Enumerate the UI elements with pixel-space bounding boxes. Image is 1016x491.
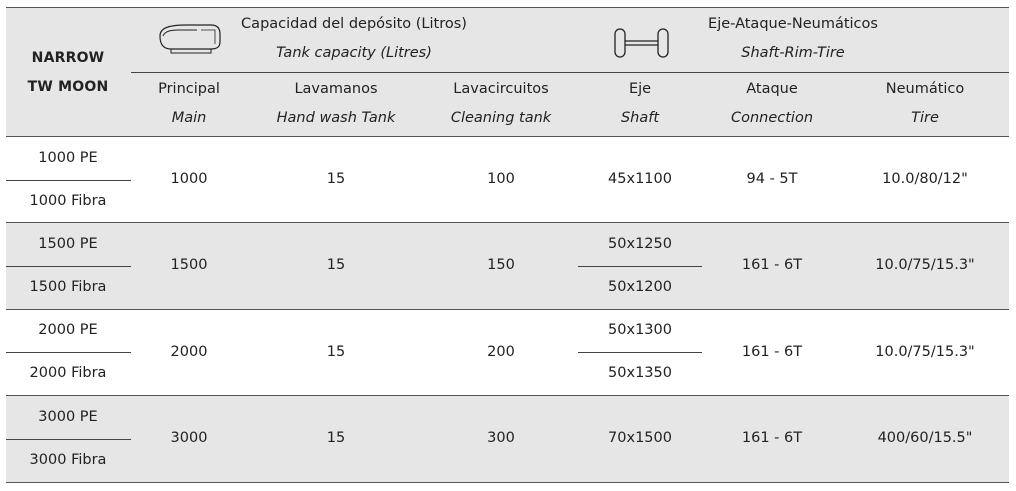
handwash-cell: 15 [326,430,346,446]
connection-cell: 161 - 6T [741,430,803,446]
col-tire-es: Neumático [885,81,965,97]
table-title-line-1: NARROW [31,50,105,66]
tank-group-title-en: Tank capacity (Litres) [276,45,432,61]
model-cell: 3000 Fibra [29,452,107,468]
tire-cell: 400/60/15.5" [877,430,973,446]
cleaning-cell: 100 [487,171,515,187]
col-shaft-en: Shaft [620,110,660,126]
shaft-cell: 50x1200 [608,279,672,295]
shaft-cell: 50x1250 [608,236,672,252]
tire-cell: 10.0/75/15.3" [875,257,975,273]
tank-icon [157,22,223,60]
connection-cell: 161 - 6T [741,257,803,273]
tire-cell: 10.0/80/12" [882,171,968,187]
cleaning-cell: 300 [487,430,515,446]
model-split-1 [6,180,131,181]
main-cell: 1000 [170,171,208,187]
model-cell: 1000 Fibra [29,193,107,209]
model-cell: 3000 PE [38,409,98,425]
col-connection-es: Ataque [746,81,798,97]
handwash-cell: 15 [326,257,346,273]
shaft-split-2 [578,266,702,267]
connection-cell: 161 - 6T [741,344,803,360]
cleaning-cell: 200 [487,344,515,360]
tire-cell: 10.0/75/15.3" [875,344,975,360]
axle-icon [613,26,671,64]
handwash-cell: 15 [326,344,346,360]
table-title-line-2: TW MOON [27,79,109,95]
shaft-cell: 50x1300 [608,322,672,338]
col-handwash-en: Hand wash Tank [276,110,396,126]
col-tire-en: Tire [911,110,939,126]
col-shaft-es: Eje [628,81,652,97]
rule-row-1 [6,222,1009,223]
shaft-cell: 45x1100 [608,171,672,187]
model-split-3 [6,352,131,353]
tank-group-title-es: Capacidad del depósito (Litros) [241,16,467,32]
col-cleaning-en: Cleaning tank [450,110,552,126]
rule-top [6,7,1009,8]
connection-cell: 94 - 5T [746,171,798,187]
model-cell: 1000 PE [38,150,98,166]
col-main-en: Main [171,110,207,126]
shaft-cell: 50x1350 [608,365,672,381]
main-cell: 2000 [170,344,208,360]
rule-row-2 [6,309,1009,310]
handwash-cell: 15 [326,171,346,187]
model-cell: 2000 PE [38,322,98,338]
model-cell: 1500 PE [38,236,98,252]
cleaning-cell: 150 [487,257,515,273]
shaft-group-title-en: Shaft-Rim-Tire [741,45,845,61]
main-cell: 3000 [170,430,208,446]
shaft-cell: 70x1500 [608,430,672,446]
rule-header-bottom [6,136,1009,137]
col-cleaning-es: Lavacircuitos [453,81,549,97]
main-cell: 1500 [170,257,208,273]
model-cell: 1500 Fibra [29,279,107,295]
rule-row-3 [6,395,1009,396]
shaft-group-title-es: Eje-Ataque-Neumáticos [708,16,878,32]
rule-subheader [131,72,1009,73]
model-split-4 [6,439,131,440]
col-main-es: Principal [158,81,220,97]
shaft-split-3 [578,352,702,353]
rule-bottom [6,482,1009,483]
col-handwash-es: Lavamanos [294,81,378,97]
model-split-2 [6,266,131,267]
col-connection-en: Connection [730,110,814,126]
model-cell: 2000 Fibra [29,365,107,381]
